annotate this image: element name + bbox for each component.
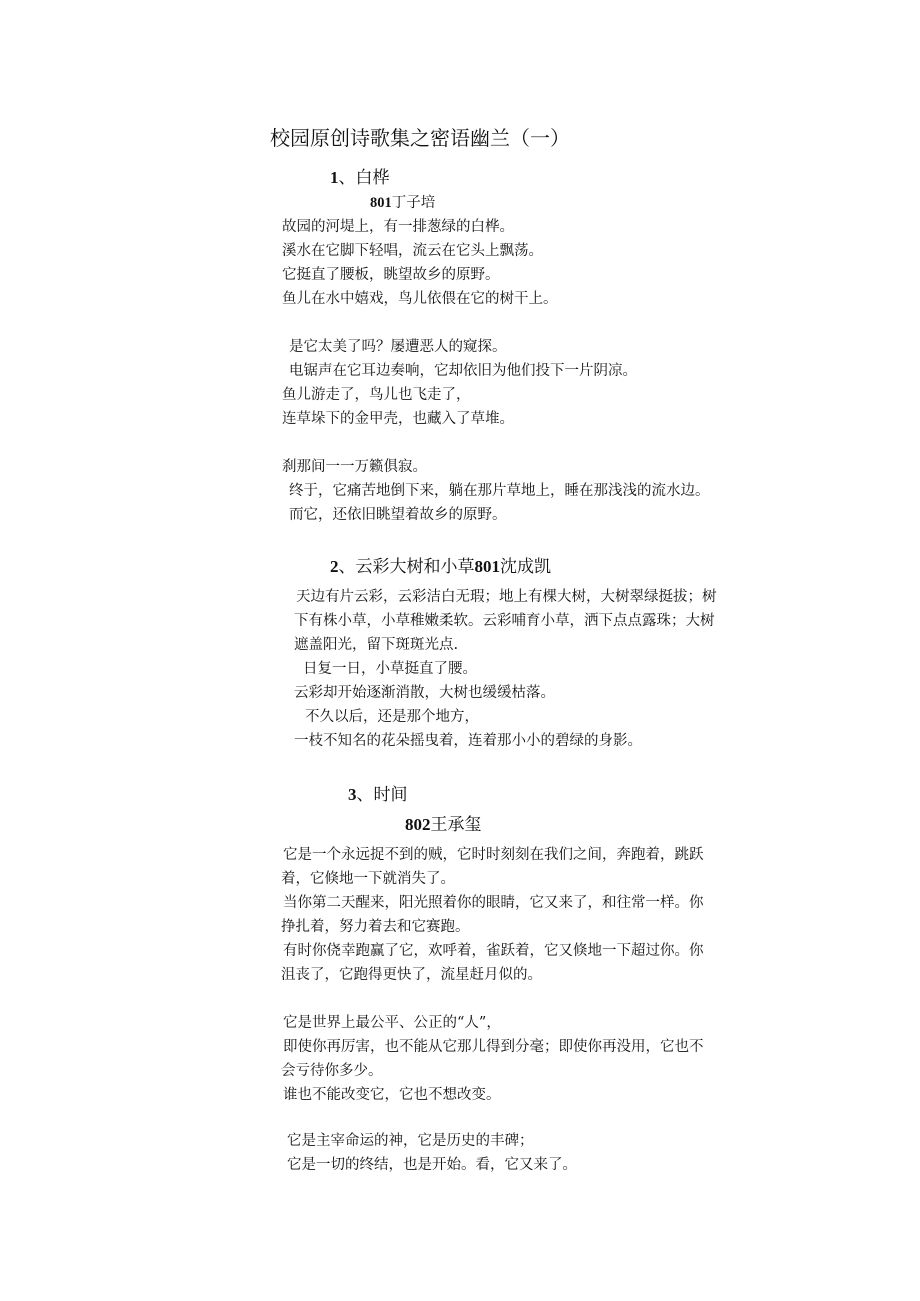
poem1-line: 连草垛下的金甲壳，也藏入了草堆。 bbox=[282, 411, 514, 427]
poem2-line: 下有株小草，小草稚嫩柔软。云彩哺育小草，洒下点点露珠；大树 bbox=[294, 613, 715, 629]
poem3-line: 挣扎着，努力着去和它赛跑。 bbox=[281, 919, 470, 935]
poem1-line: 鱼儿在水中嬉戏，鸟儿依偎在它的树干上。 bbox=[282, 291, 558, 307]
poem3-line: 它是世界上最公平、公正的“人”， bbox=[283, 1015, 501, 1031]
poem3-line: 它是一切的终结，也是开始。看，它又来了。 bbox=[287, 1157, 577, 1173]
poem3-line: 着，它倏地一下就消失了。 bbox=[281, 871, 455, 887]
document-title: 校园原创诗歌集之密语幽兰（一） bbox=[270, 126, 570, 150]
poem3-line: 当你第二天醒来，阳光照着你的眼睛，它又来了，和往常一样。你 bbox=[283, 895, 704, 911]
poem1-author-class: 801 bbox=[370, 195, 392, 211]
poem1-heading bbox=[330, 167, 390, 189]
poem3-line: 它是一个永远捉不到的贼，它时时刻刻在我们之间，奔跑着，跳跃 bbox=[283, 847, 704, 863]
poem1-line: 电锯声在它耳边奏响，它却依旧为他们投下一片阴凉。 bbox=[289, 363, 637, 379]
poem3-line: 有时你侥幸跑赢了它，欢呼着，雀跃着，它又倏地一下超过你。你 bbox=[283, 943, 704, 959]
poem2-author-name: 沈成凯 bbox=[500, 557, 551, 577]
poem1-line: 故园的河堤上，有一排葱绿的白桦。 bbox=[282, 219, 514, 235]
poem2-line: 一枝不知名的花朵摇曳着，连着那小小的碧绿的身影。 bbox=[294, 733, 642, 749]
poem1-line: 刹那间一一万籁俱寂。 bbox=[282, 459, 427, 475]
poem2-author-class: 801 bbox=[474, 557, 500, 576]
poem3-heading bbox=[348, 784, 408, 806]
poem3-author-name: 王承玺 bbox=[430, 815, 482, 835]
poem2-line: 遮盖阳光，留下斑斑光点. bbox=[294, 637, 459, 653]
poem2-line: 云彩却开始逐渐消散，大树也缓缓枯落。 bbox=[294, 685, 555, 701]
poem1-line: 是它太美了吗？屡遭恶人的窥探。 bbox=[289, 339, 507, 355]
poem3-number: 3 bbox=[348, 785, 357, 804]
poem3-title: 、时间 bbox=[356, 785, 408, 805]
poem1-title: 、白桦 bbox=[338, 168, 390, 188]
poem2-line: 不久以后，还是那个地方， bbox=[305, 709, 479, 725]
poem1-line: 它挺直了腰板，眺望故乡的原野。 bbox=[282, 267, 500, 283]
poem2-number: 2 bbox=[330, 557, 339, 576]
poem3-author-class: 802 bbox=[405, 815, 431, 834]
poem1-author bbox=[370, 193, 435, 213]
poem3-line: 会亏待你多少。 bbox=[281, 1063, 383, 1079]
poem3-line: 沮丧了，它跑得更快了，流星赶月似的。 bbox=[281, 967, 542, 983]
poem2-line: 天边有片云彩，云彩洁白无瑕；地上有棵大树，大树翠绿挺拔；树 bbox=[296, 589, 717, 605]
poem3-line: 它是主宰命运的神，它是历史的丰碑； bbox=[287, 1133, 534, 1149]
poem2-heading bbox=[330, 556, 551, 578]
poem2-title: 、云彩大树和小草 bbox=[338, 557, 475, 577]
poem1-line: 终于，它痛苦地倒下来，躺在那片草地上，睡在那浅浅的流水边。 bbox=[289, 483, 710, 499]
poem1-line: 而它，还依旧眺望着故乡的原野。 bbox=[289, 507, 507, 523]
poem1-line: 溪水在它脚下轻唱，流云在它头上飘荡。 bbox=[282, 243, 543, 259]
poem1-line: 鱼儿游走了，鸟儿也飞走了， bbox=[282, 387, 471, 403]
poem3-line: 即使你再厉害，也不能从它那儿得到分毫；即使你再没用，它也不 bbox=[283, 1039, 704, 1055]
poem1-number: 1 bbox=[330, 168, 339, 187]
poem3-line: 谁也不能改变它，它也不想改变。 bbox=[283, 1087, 501, 1103]
poem3-author bbox=[405, 814, 482, 836]
poem1-author-name: 丁子培 bbox=[391, 195, 436, 211]
poem2-line: 日复一日，小草挺直了腰。 bbox=[303, 661, 477, 677]
